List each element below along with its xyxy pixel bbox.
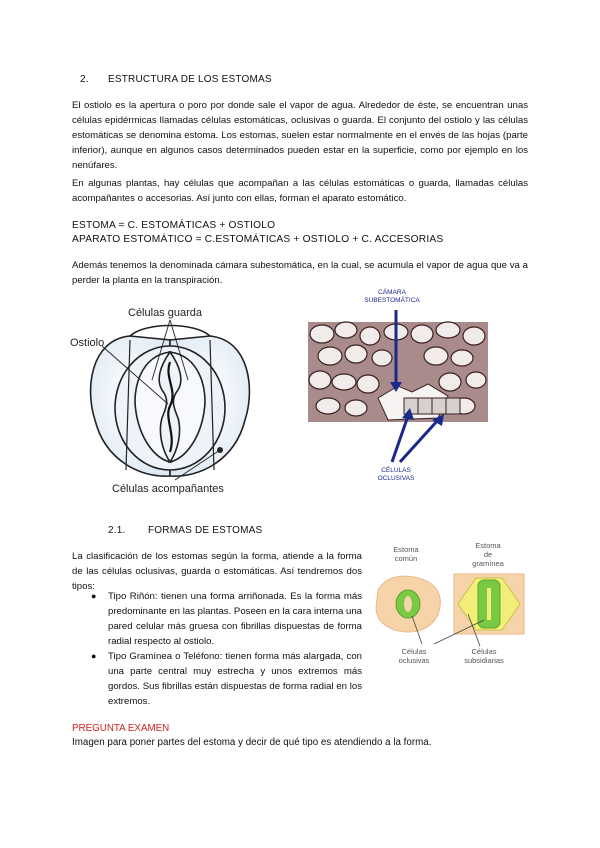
stoma-diagram bbox=[70, 300, 260, 500]
bullet-dot-icon: ● bbox=[91, 591, 97, 601]
microscope-photo bbox=[308, 286, 488, 486]
exam-title: PREGUNTA EXAMEN bbox=[72, 723, 170, 734]
section-number: 2. bbox=[80, 74, 89, 85]
label-graminea-2: de bbox=[483, 550, 493, 559]
equation-aparato: APARATO ESTOMÁTICO = C.ESTOMÁTICAS + OSTIOLO + C. ACCESORIAS bbox=[72, 234, 444, 245]
bullet-rinon: ● Tipo Riñón: tienen una forma arriñonada. Es la forma más predominante en las plantas. Poseen en la cara interna una pared celular más gruesa con fibrillas dispuestas de forma radial respecto al ostiolo. bbox=[91, 591, 362, 647]
subsection-title: FORMAS DE ESTOMAS bbox=[148, 525, 263, 536]
label-camara-1: CÁMARA bbox=[378, 289, 406, 296]
bullet-list bbox=[91, 589, 362, 709]
bullet-dot-icon: ● bbox=[91, 651, 97, 661]
label-camara-2: SUBESTOMÁTICA bbox=[364, 297, 420, 304]
label-graminea-1: Estoma bbox=[475, 541, 501, 550]
exam-text: Imagen para poner partes del estoma y decir de qué tipo es atendiendo a la forma. bbox=[72, 737, 432, 748]
label-estoma-comun-1: Estoma bbox=[393, 545, 419, 554]
paragraph-clasificacion: La clasificación de los estomas según la forma, atiende a la forma de las células oclusivas, guarda o estomáticas. Así tendremos dos tipos: bbox=[72, 551, 362, 592]
label-oclusivas-1: CÉLULAS bbox=[381, 467, 411, 474]
label-estoma-comun-2: común bbox=[394, 554, 418, 563]
label-celulas-guarda: Células guarda bbox=[128, 307, 202, 319]
bullet-graminea: ● Tipo Gramínea o Teléfono: tienen forma más alargada, con una parte central muy estrecha y unos extremos más gordos. Sus fibrillas están dispuestas de forma radial en los extremos. bbox=[91, 651, 362, 707]
label-subsidiarias-1: Células bbox=[471, 647, 497, 656]
section-title: ESTRUCTURA DE LOS ESTOMAS bbox=[108, 74, 272, 85]
equation-estoma: ESTOMA = C. ESTOMÁTICAS + OSTIOLO bbox=[72, 220, 276, 231]
stoma-types-diagram bbox=[372, 540, 528, 670]
label-ostiolo: Ostiolo bbox=[70, 337, 105, 349]
label-oclusivas-1: Células bbox=[401, 647, 427, 656]
paragraph-celulas-acompanantes: En algunas plantas, hay células que acompañan a las células estomáticas o guarda, llamadas células acompañantes o accesorias. Así junto con ellas, forman el aparato estomático. bbox=[72, 178, 528, 204]
label-oclusivas-2: OCLUSIVAS bbox=[377, 475, 415, 482]
paragraph-camara: Además tenemos la denominada cámara subestomática, en la cual, se acumula el vapor de agua que va a perder la planta en la transpiración. bbox=[72, 260, 528, 286]
cell-photo bbox=[308, 322, 488, 422]
label-celulas-acompanantes: Células acompañantes bbox=[112, 483, 224, 495]
label-graminea-3: gramínea bbox=[472, 559, 504, 568]
label-oclusivas-2: oclusivas bbox=[398, 656, 430, 665]
paragraph-ostiolo: El ostiolo es la apertura o poro por donde sale el vapor de agua. Alrededor de éste, se encuentran unas células epidérmicas llamadas células estomáticas, oclusivas o guarda. El conjunto del ostiolo y las células estomáticas se denomina estoma. Los estomas, suelen estar normalmente en el envés de las hojas (parte inferior), aunque en algunos casos determinados pueden estar en la superficie, como por ejemplo en los nenúfares. bbox=[72, 100, 528, 171]
label-subsidiarias-2: subsidiarias bbox=[464, 656, 504, 665]
subsection-number: 2.1. bbox=[108, 525, 126, 536]
